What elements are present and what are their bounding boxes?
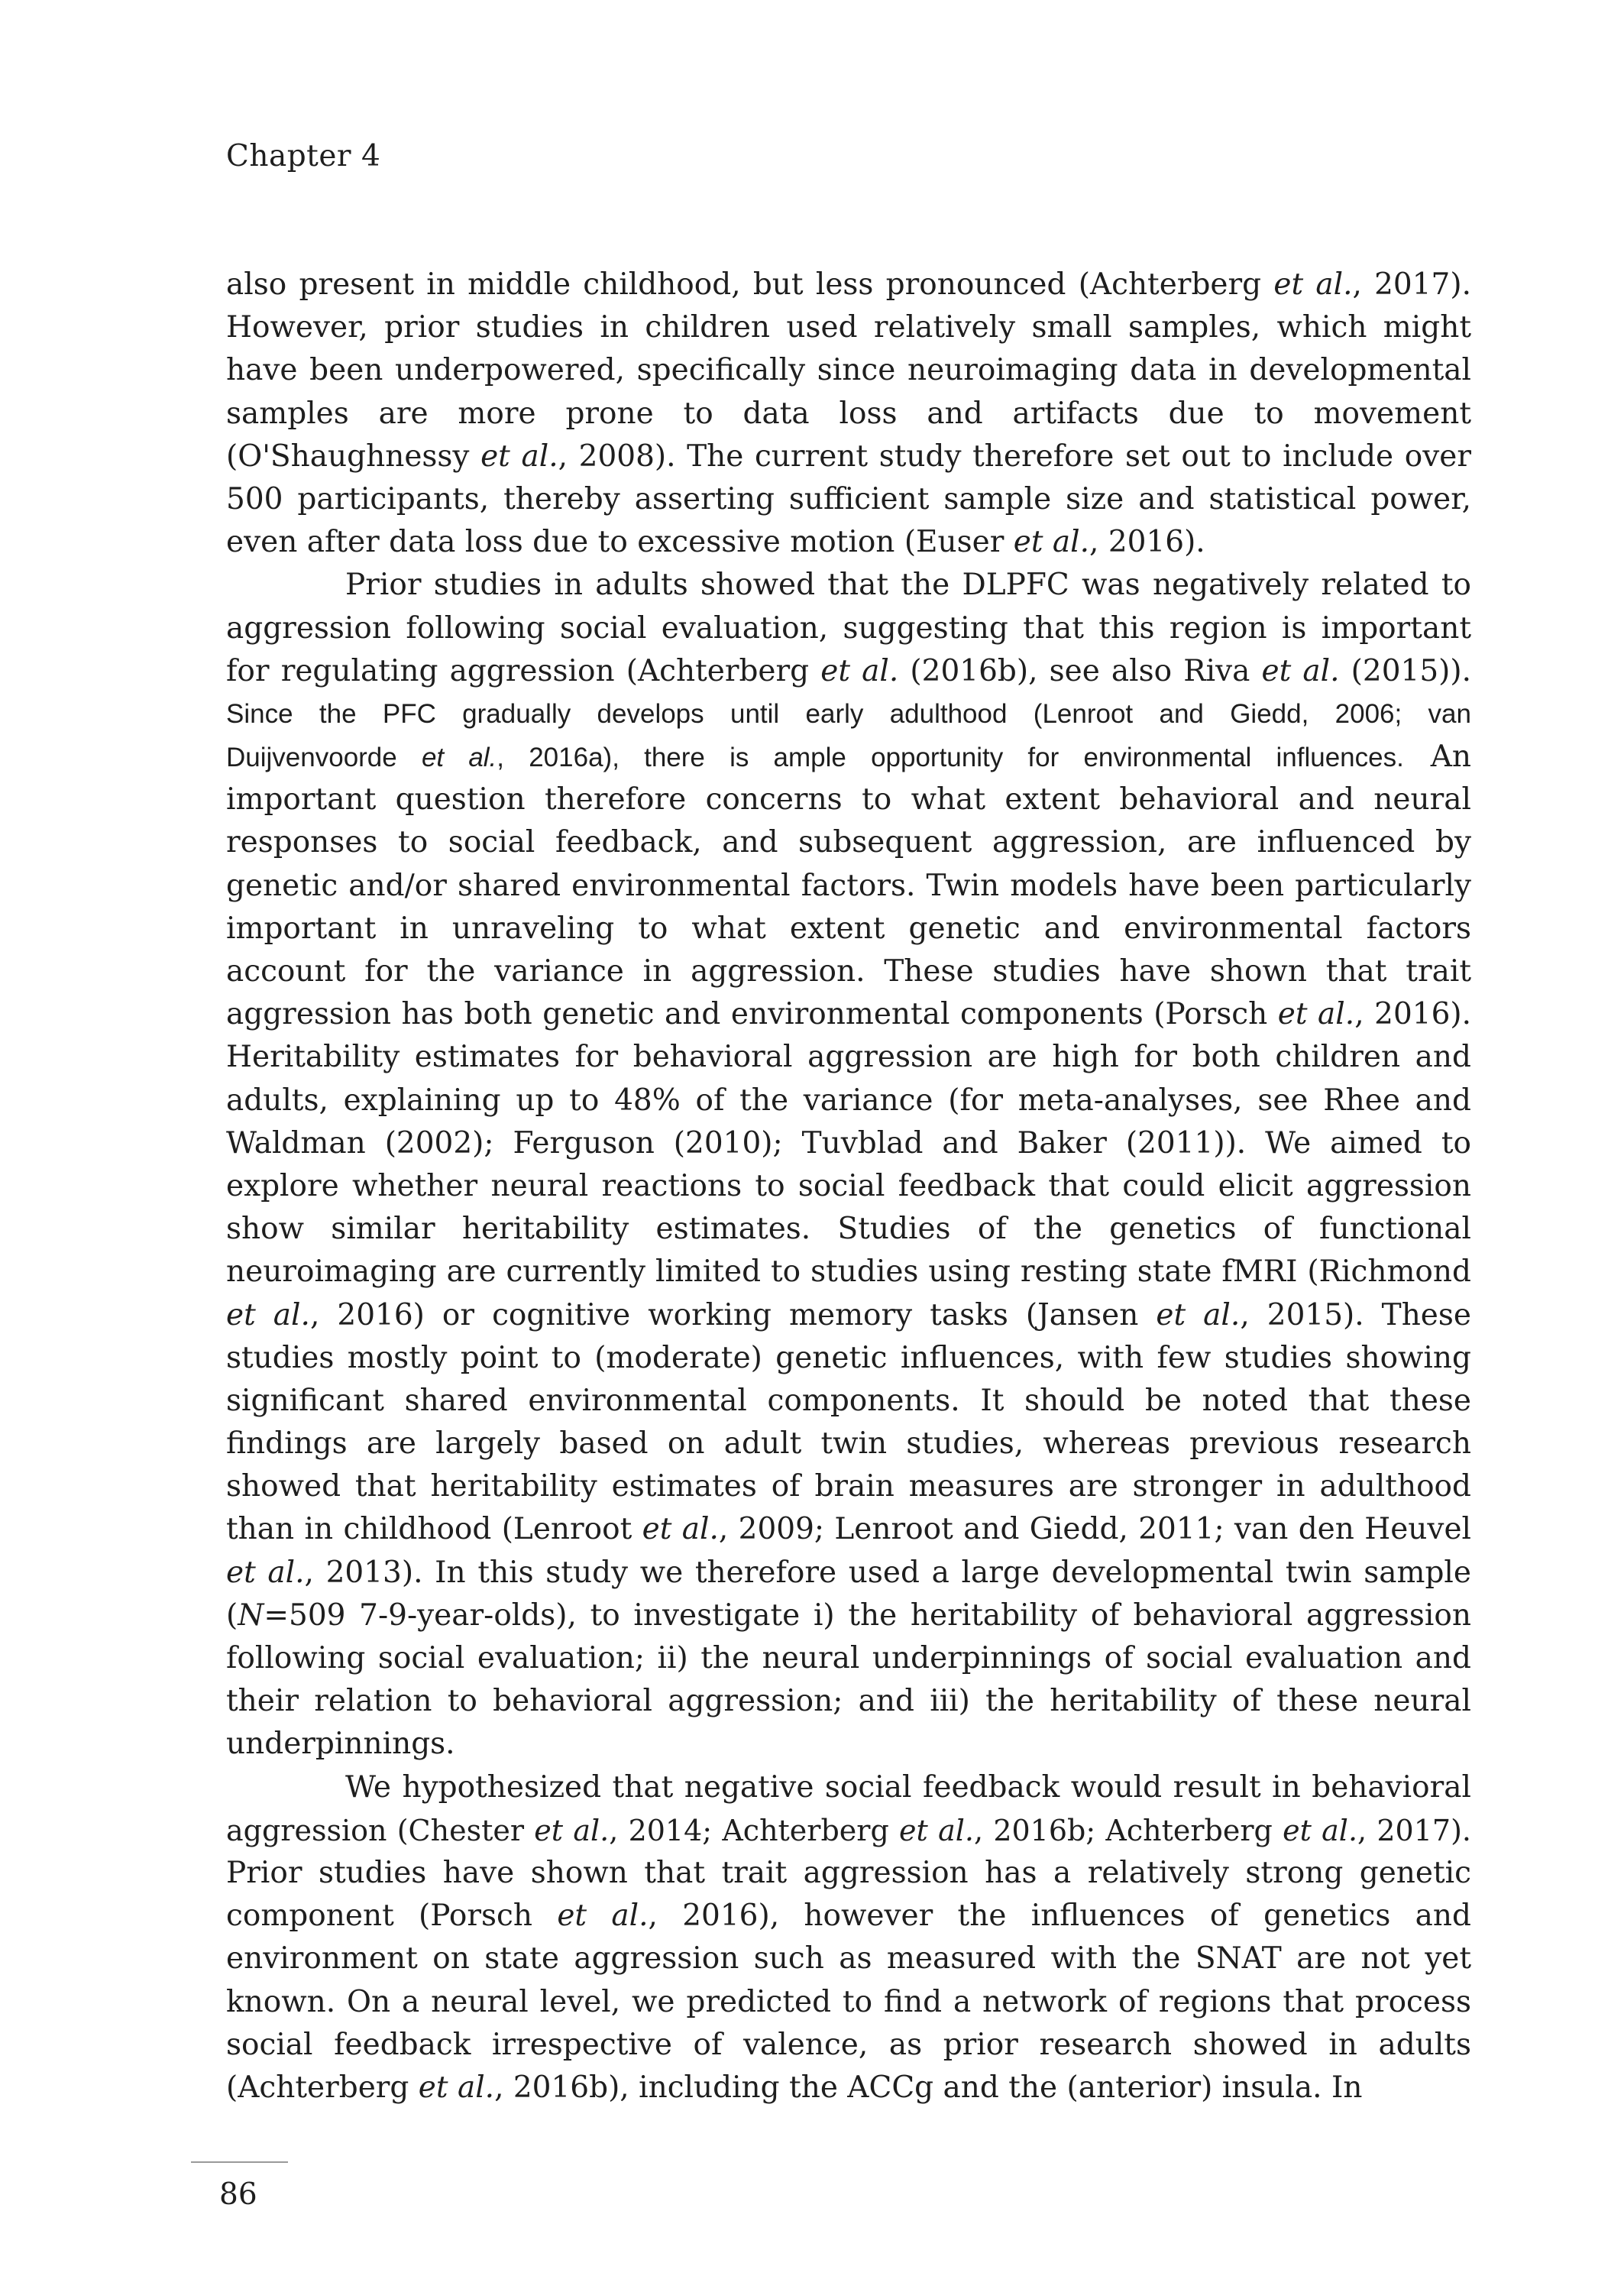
text-segment: account for the variance in aggression. These studies have shown that trait [226,954,1471,989]
text-line [226,1895,1471,1938]
text-line [226,521,1471,564]
text-segment: , 2016b; Achterberg [973,1813,1283,1847]
text-line [226,478,1471,521]
italic-text: et al. [642,1512,719,1547]
text-segment: , 2014; Achterberg [609,1813,900,1847]
paragraph [226,564,1471,1766]
text-line [226,736,1471,779]
text-line [226,950,1471,993]
text-line [226,1981,1471,2024]
text-segment: aggression (Chester [226,1813,535,1847]
text-line [226,1938,1471,1980]
text-line [226,2024,1471,2067]
text-segment: explore whether neural reactions to social feedback that could elicit aggression [226,1168,1471,1203]
text-segment: , 2016) or cognitive working memory tasks (Jansen [309,1297,1157,1332]
italic-text: et al. [820,653,899,688]
text-segment: important in unraveling to what extent genetic and environmental factors [226,911,1471,946]
text-segment: for regulating aggression (Achterberg [226,653,821,688]
text-segment: , 2016b), including the ACCg and the (anterior) insula. In [494,2070,1363,2105]
text-line [226,1036,1471,1079]
text-segment: neuroimaging are currently limited to studies using resting state fMRI (Richmond [226,1254,1471,1290]
text-line [226,1380,1471,1423]
text-line [226,393,1471,435]
text-segment: social feedback irrespective of valence, as prior research showed in adults [226,2027,1471,2062]
text-line [226,1251,1471,1293]
text-segment: important question therefore concerns to what extent behavioral and neural [226,782,1471,817]
page-number: 86 [219,2177,257,2212]
text-segment: We hypothesized that negative social feedback would result in behavioral [345,1769,1471,1805]
text-segment: show similar heritability estimates. Studies of the genetics of functional [226,1212,1471,1247]
italic-text: et al. [226,1297,310,1332]
text-line [226,908,1471,950]
italic-text: et al. [421,743,497,773]
text-segment: 500 participants, thereby asserting sufficient sample size and statistical power, [226,481,1471,516]
text-line [226,1637,1471,1680]
text-line [226,306,1471,349]
text-line [226,349,1471,392]
text-segment: environment on state aggression such as measured with the SNAT are not yet [226,1941,1471,1976]
text-segment: following social evaluation; ii) the neural underpinnings of social evaluation and [226,1641,1471,1675]
text-segment: , 2013). In this study we therefore used a large developmental twin sample [304,1555,1471,1590]
text-segment: even after data loss due to excessive motion (Euser [226,525,1014,560]
text-line [226,1294,1471,1337]
paragraph [226,1766,1471,2110]
text-line [226,1122,1471,1165]
text-line [226,607,1471,650]
text-segment: Since the PFC gradually develops until early adulthood (Lenroot and Giedd, 2006; van [226,698,1471,729]
text-segment: Prior studies have shown that trait aggression has a relatively strong genetic [226,1855,1471,1890]
text-segment: aggression following social evaluation, suggesting that this region is important [226,610,1471,646]
text-segment: their relation to behavioral aggression; and iii) the heritability of these neural [226,1684,1471,1719]
paragraph [226,264,1471,564]
text-segment: , 2016), however the influences of genetics and [648,1899,1471,1934]
text-segment: findings are largely based on adult twin studies, whereas previous research [226,1426,1471,1462]
text-segment: Waldman (2002); Ferguson (2010); Tuvblad and Baker (2011)). We aimed to [226,1125,1471,1161]
text-line [226,1208,1471,1251]
text-line [226,1594,1471,1637]
italic-text: N [238,1598,264,1633]
text-line [226,1723,1471,1766]
text-line [226,435,1471,478]
italic-text: et al. [480,439,558,474]
text-segment: , 2017). [1352,267,1471,302]
text-segment: (2016b), see also Riva [898,653,1262,688]
text-segment: , 2016). [1089,525,1205,560]
italic-text: et al. [1283,1813,1358,1847]
text-line [226,865,1471,908]
italic-text: et al. [1277,997,1355,1032]
text-segment: than in childhood (Lenroot [226,1512,642,1547]
text-segment: Prior studies in adults showed that the DLPFC was negatively related to [345,568,1471,603]
text-line [226,264,1471,306]
chapter-header: Chapter 4 [226,139,381,173]
text-line [226,821,1471,864]
text-segment: , 2017). [1357,1813,1471,1847]
text-segment: Duijvenvoorde [226,743,422,773]
text-segment: significant shared environmental components. It should be noted that these [226,1383,1471,1418]
footer-rule [191,2161,288,2163]
text-segment: (2015)). [1339,653,1471,688]
text-line [226,779,1471,821]
text-line [226,1552,1471,1594]
text-line [226,650,1471,693]
text-segment: genetic and/or shared environmental factors. Twin models have been particularly [226,868,1471,903]
italic-text: et al. [534,1813,610,1847]
italic-text: et al. [1273,267,1353,302]
text-segment: , 2015). These [1240,1297,1471,1332]
text-line [226,564,1471,607]
text-line [226,993,1471,1036]
text-segment: underpinnings. [226,1727,455,1762]
italic-text: et al. [1013,525,1090,560]
text-line [226,1766,1471,1809]
text-segment: , 2008). The current study therefore set out to include over [558,439,1471,474]
text-segment: , 2009; Lenroot and Giedd, 2011; van den Heuvel [718,1512,1471,1547]
text-line [226,1465,1471,1508]
text-segment: aggression has both genetic and environmental components (Porsch [226,997,1278,1032]
text-segment: known. On a neural level, we predicted to find a network of regions that process [226,1984,1471,2019]
text-line [226,1852,1471,1895]
italic-text: et al. [418,2070,495,2105]
text-segment: , 2016a), there is ample opportunity for environmental influences. [497,743,1404,773]
italic-text: et al. [226,1555,305,1590]
text-line [226,1337,1471,1380]
italic-text: et al. [557,1899,649,1934]
text-segment: However, prior studies in children used relatively small samples, which might [226,310,1471,345]
text-segment: , 2016). [1354,997,1471,1032]
text-line [226,693,1471,736]
text-segment: component (Porsch [226,1899,558,1934]
body-text [226,264,1471,2109]
text-line [226,1080,1471,1122]
text-line [226,2067,1471,2109]
text-line [226,1165,1471,1208]
text-segment: (Achterberg [226,2070,419,2105]
text-segment: showed that heritability estimates of brain measures are stronger in adulthood [226,1469,1471,1504]
italic-text: et al. [1156,1297,1241,1332]
text-segment: responses to social feedback, and subsequent aggression, are influenced by [226,825,1471,860]
text-segment: samples are more prone to data loss and artifacts due to movement [226,396,1471,431]
text-segment: =509 7-9-year-olds), to investigate i) the heritability of behavioral aggression [264,1598,1471,1633]
italic-text: et al. [1261,653,1340,688]
italic-text: et al. [899,1813,974,1847]
text-line [226,1508,1471,1551]
text-segment: (O'Shaughnessy [226,439,481,474]
text-segment: adults, explaining up to 48% of the variance (for meta-analyses, see Rhee and [226,1083,1471,1118]
text-segment: ( [226,1598,238,1633]
text-segment: have been underpowered, specifically since neuroimaging data in developmental [226,353,1471,388]
text-segment: Heritability estimates for behavioral aggression are high for both children and [226,1040,1471,1075]
text-line [226,1423,1471,1465]
text-segment: also present in middle childhood, but less pronounced (Achterberg [226,267,1274,302]
text-line [226,1680,1471,1723]
text-line [226,1809,1471,1852]
text-segment: studies mostly point to (moderate) genetic influences, with few studies showing [226,1340,1471,1375]
text-segment: An [1403,740,1471,775]
